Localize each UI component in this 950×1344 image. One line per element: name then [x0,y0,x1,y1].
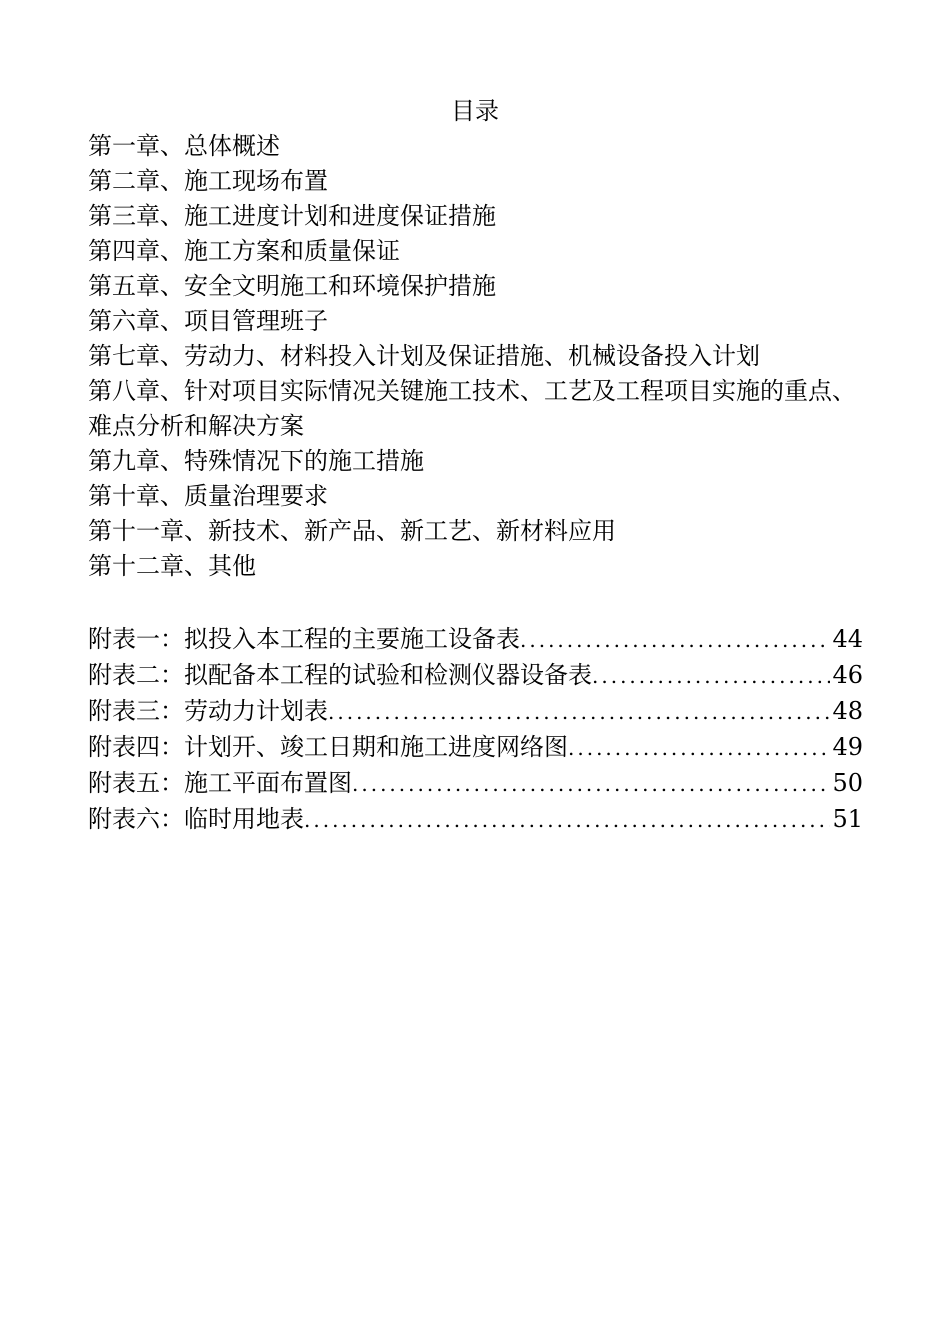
appendix-label: 附表二：拟配备本工程的试验和检测仪器设备表 [88,661,592,689]
appendix-label: 附表六：临时用地表 [88,805,304,833]
appendix-page-number: 49 [832,733,863,761]
dot-leader [352,767,830,802]
appendix-item [88,802,863,838]
chapter-item: 第八章、针对项目实际情况关键施工技术、工艺及工程项目实施的重点、难点分析和解决方案 [88,377,856,440]
appendix-page-number: 50 [832,769,863,797]
chapter-item: 第一章、总体概述 [88,132,280,160]
chapter-item: 第十二章、其他 [88,552,256,580]
chapter-item: 第九章、特殊情况下的施工措施 [88,447,424,475]
appendix-list [88,622,863,838]
appendix-item [88,730,863,766]
dot-leader [328,695,830,730]
appendix-label: 附表四：计划开、竣工日期和施工进度网络图 [88,733,568,761]
dot-leader [304,803,830,838]
chapter-item: 第十章、质量治理要求 [88,482,328,510]
appendix-label: 附表一：拟投入本工程的主要施工设备表 [88,625,520,653]
appendix-item [88,766,863,802]
appendix-page-number: 51 [832,805,863,833]
appendix-label: 附表三：劳动力计划表 [88,697,328,725]
dot-leader [568,731,830,766]
chapter-item: 第四章、施工方案和质量保证 [88,237,400,265]
appendix-page-number: 48 [832,697,863,725]
appendix-item [88,622,863,658]
appendix-page-number: 44 [832,625,863,653]
appendix-item [88,694,863,730]
dot-leader [520,623,830,658]
appendix-page-number: 46 [832,661,863,689]
chapter-item: 第六章、项目管理班子 [88,307,328,335]
toc-title: 目录 [451,97,499,125]
chapter-item: 第三章、施工进度计划和进度保证措施 [88,202,496,230]
appendix-label: 附表五：施工平面布置图 [88,769,352,797]
chapter-list [88,129,858,584]
dot-leader [592,659,830,694]
chapter-item: 第五章、安全文明施工和环境保护措施 [88,272,496,300]
appendix-item [88,658,863,694]
chapter-item: 第七章、劳动力、材料投入计划及保证措施、机械设备投入计划 [88,342,760,370]
chapter-item: 第十一章、新技术、新产品、新工艺、新材料应用 [88,517,616,545]
chapter-item: 第二章、施工现场布置 [88,167,328,195]
